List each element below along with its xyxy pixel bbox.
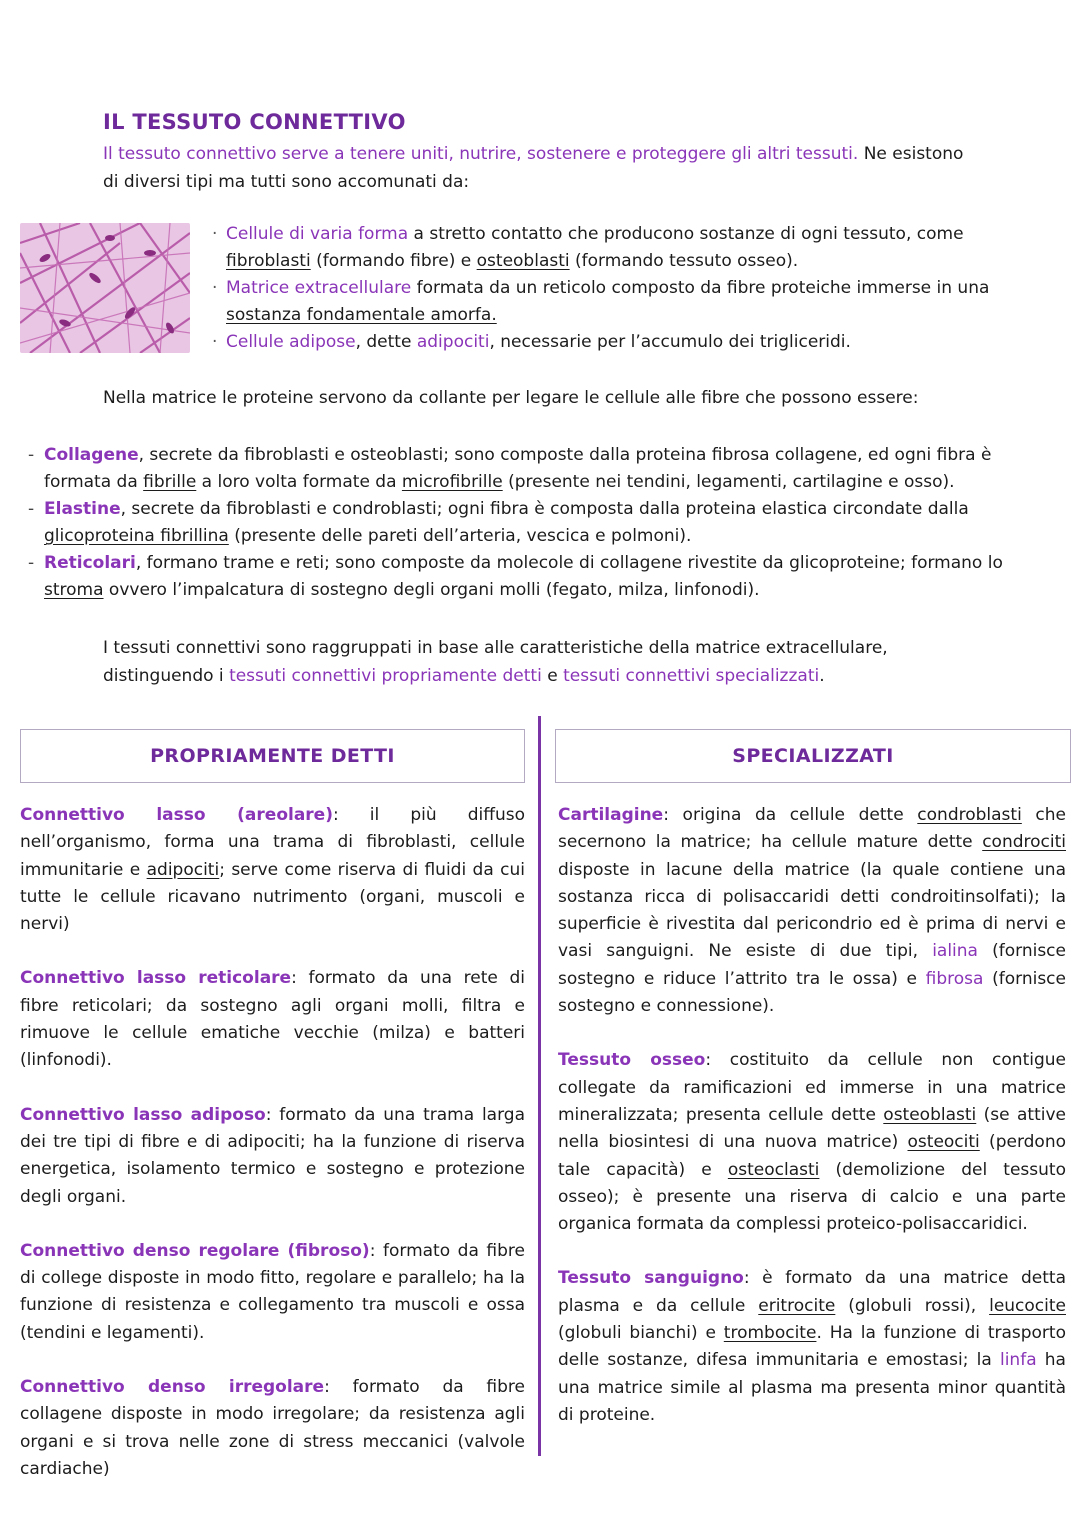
column-specializzati (558, 802, 1066, 1456)
feature-matrix: · Matrice extracellulare formata da un reticolo composto da fibre proteiche immerse in una sostanza fondamentale amorfa. (210, 275, 990, 329)
column-divider (538, 716, 541, 1456)
fiber-types-list (28, 442, 1058, 604)
matrix-intro: Nella matrice le proteine servono da collante per legare le cellule alle fibre che possono essere: (103, 388, 919, 408)
section-tessuto-osseo: Tessuto osseo: costituito da cellule non contigue collegate da ramificazioni ed immerse in una matrice mineralizzata; presenta cellule dette osteoblasti (se attive nella biosintesi di una nuova matrice) osteociti (perdono tale capacità) e osteoclasti (demolizione del tessuto osseo); è presente una riserva di calcio e una parte organica formata da complessi proteico-polisaccaridici. (558, 1050, 1066, 1235)
fiber-elastine: - Elastine, secrete da fibroblasti e condroblasti; ogni fibra è composta dalla proteina elastica circondate dalla glicoproteina fibrillina (presente delle pareti dell’arteria, vescica e polmoni). (28, 496, 1058, 550)
section-lasso-adiposo: Connettivo lasso adiposo: formato da una trama larga dei tre tipi di fibre e di adipociti; ha la funzione di riserva energetica, isolamento termico e sostegno e protezione degli organi. (20, 1104, 525, 1207)
section-denso-regolare: Connettivo denso regolare (fibroso): formato da fibre di college disposte in modo fitto, regolare e parallelo; ha la funzione di resistenza e collegamento tra muscoli e ossa (tendini e legamenti). (20, 1240, 526, 1343)
intro-rest: Ne esistono di diversi tipi ma tutti sono accomunati da: (103, 144, 964, 192)
intro-paragraph (103, 140, 983, 196)
section-denso-irregolare: Connettivo denso irregolare: formato da fibre collagene disposte in modo irregolare; da resistenza agli organi e si trova nelle zone di stress meccanici (valvole cardiache) (20, 1377, 525, 1479)
section-lasso-reticolare: Connettivo lasso reticolare: formato da una rete di fibre reticolari; da sostegno agli organi molli, filtra e rimuove le cellule ematiche vecchie (milza) e batteri (linfonodi). (20, 968, 525, 1071)
feature-adipose: · Cellule adipose, dette adipociti, necessarie per l’accumulo dei trigliceridi. (210, 329, 990, 356)
grouping-paragraph: I tessuti connettivi sono raggruppati in base alle caratteristiche della matrice extracellulare, distinguendo i tessuti connettivi propriamente detti e tessuti connettivi specializzati. (103, 638, 888, 686)
intro-highlight: Il tessuto connettivo serve a tenere uniti, nutrire, sostenere e proteggere gli altri tessuti. (103, 144, 859, 164)
page-title: IL TESSUTO CONNETTIVO (103, 110, 406, 134)
feature-cells: · Cellule di varia forma a stretto contatto che producono sostanze di ogni tessuto, come fibroblasti (formando fibre) e osteoblasti (formando tessuto osseo). (210, 221, 990, 275)
section-cartilagine: Cartilagine: origina da cellule dette condroblasti che secernono la matrice; ha cellule mature dette condrociti disposte in lacune della matrice (la quale contiene una sostanza ricca di polisaccaridi detti condroitinsolfati); la superficie è rivestita dal pericondrio ed è prima di nervi e vasi sanguigni. Ne esiste di due tipi, ialina (fornisce sostegno e riduce l’attrito tra le ossa) e fibrosa (fornisce sostegno e connessione). (558, 805, 1067, 1017)
column-propriamente-detti (20, 802, 525, 1510)
section-connettivo-lasso: Connettivo lasso (areolare): il più diffuso nell’organismo, forma una trama di fibroblasti, cellule immunitarie e adipociti; serve come riserva di fluidi da cui tutte le cellule ricavano nutrimento (organi, muscoli e nervi) (20, 805, 525, 935)
tissue-micrograph-image (20, 223, 190, 353)
header-specializzati: SPECIALIZZATI (555, 729, 1071, 783)
fiber-reticolari: - Reticolari, formano trame e reti; sono composte da molecole di collagene rivestite da glicoproteine; formano lo stroma ovvero l’impalcatura di sostegno degli organi molli (fegato, milza, linfonodi). (28, 550, 1058, 604)
fiber-collagene: - Collagene, secrete da fibroblasti e osteoblasti; sono composte dalla proteina fibrosa collagene, ed ogni fibra è formata da fibrille a loro volta formate da microfibrille (presente nei tendini, legamenti, cartilagine e osso). (28, 442, 1058, 496)
common-features-list (210, 221, 990, 356)
section-tessuto-sanguigno: Tessuto sanguigno: è formato da una matrice detta plasma e da cellule eritrocite (globuli rossi), leucocite (globuli bianchi) e trombocite. Ha la funzione di trasporto delle sostanze, difesa immunitaria e emostasi; la linfa ha una matrice simile al plasma ma presenta minor quantità di proteine. (558, 1268, 1066, 1425)
header-propriamente-detti: PROPRIAMENTE DETTI (20, 729, 525, 783)
